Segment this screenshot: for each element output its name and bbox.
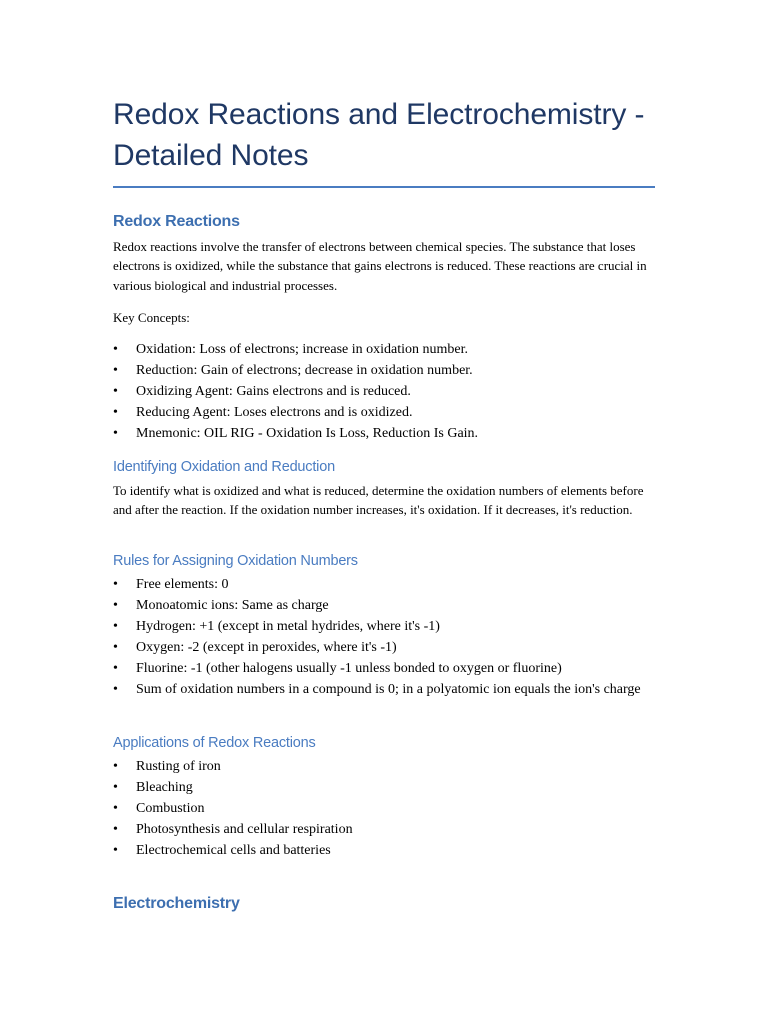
- list-item-text: Reduction: Gain of electrons; decrease in oxidation number.: [136, 363, 473, 378]
- document-title: Redox Reactions and Electrochemistry - Detailed Notes: [113, 98, 645, 172]
- list-item-text: Oxygen: -2 (except in peroxides, where it's -1): [136, 640, 397, 655]
- list-item-text: Monoatomic ions: Same as charge: [136, 598, 329, 613]
- bullet-icon: •: [113, 342, 118, 357]
- bullet-icon: •: [113, 780, 118, 795]
- list-item-text: Hydrogen: +1 (except in metal hydrides, where it's -1): [136, 619, 440, 634]
- identifying-paragraph: To identify what is oxidized and what is reduced, determine the oxidation numbers of elements before and after the reaction. If the oxidation number increases, it's oxidation. If it decreases, it's reduction.: [113, 483, 644, 518]
- bullet-icon: •: [113, 801, 118, 816]
- bullet-icon: •: [113, 384, 118, 399]
- subheading-identifying-oxidation-reduction: Identifying Oxidation and Reduction: [113, 459, 335, 475]
- bullet-icon: •: [113, 619, 118, 634]
- list-item: [113, 679, 655, 700]
- bullet-icon: •: [113, 661, 118, 676]
- bullet-icon: •: [113, 363, 118, 378]
- bullet-icon: •: [113, 640, 118, 655]
- key-concepts-list: [113, 339, 655, 444]
- list-item-text: Electrochemical cells and batteries: [136, 843, 331, 858]
- bullet-icon: •: [113, 577, 118, 592]
- bullet-icon: •: [113, 598, 118, 613]
- bullet-icon: •: [113, 822, 118, 837]
- list-item: [113, 819, 655, 840]
- subheading-applications-redox: Applications of Redox Reactions: [113, 735, 316, 751]
- list-item-text: Fluorine: -1 (other halogens usually -1 unless bonded to oxygen or fluorine): [136, 661, 562, 676]
- list-item-text: Rusting of iron: [136, 759, 221, 774]
- bullet-icon: •: [113, 843, 118, 858]
- redox-intro-paragraph: Redox reactions involve the transfer of electrons between chemical species. The substance that loses electrons is oxidized, while the substance that gains electrons is reduced. These reactions are crucial in various biological and industrial processes.: [113, 239, 647, 293]
- list-item: [113, 402, 655, 423]
- oxidation-rules-list: [113, 574, 655, 700]
- bullet-icon: •: [113, 759, 118, 774]
- subheading-oxidation-number-rules: Rules for Assigning Oxidation Numbers: [113, 553, 358, 569]
- applications-list: [113, 756, 655, 861]
- bullet-icon: •: [113, 682, 118, 697]
- list-item-text: Bleaching: [136, 780, 193, 795]
- list-item: [113, 381, 655, 402]
- list-item: [113, 777, 655, 798]
- list-item: [113, 658, 655, 679]
- bullet-icon: •: [113, 426, 118, 441]
- section-heading-electrochemistry: Electrochemistry: [113, 895, 240, 912]
- list-item-text: Photosynthesis and cellular respiration: [136, 822, 353, 837]
- list-item: [113, 423, 655, 444]
- list-item: [113, 339, 655, 360]
- list-item-text: Free elements: 0: [136, 577, 229, 592]
- section-heading-redox-reactions: Redox Reactions: [113, 213, 240, 230]
- list-item: [113, 574, 655, 595]
- list-item: [113, 637, 655, 658]
- list-item-text: Oxidation: Loss of electrons; increase in oxidation number.: [136, 342, 469, 357]
- list-item: [113, 360, 655, 381]
- list-item: [113, 840, 655, 861]
- list-item: [113, 616, 655, 637]
- list-item: [113, 798, 655, 819]
- list-item-text: Sum of oxidation numbers in a compound is 0; in a polyatomic ion equals the ion's charge: [136, 682, 641, 697]
- document-page: [113, 94, 655, 912]
- list-item: [113, 756, 655, 777]
- list-item-text: Reducing Agent: Loses electrons and is oxidized.: [136, 405, 413, 420]
- list-item-text: Oxidizing Agent: Gains electrons and is reduced.: [136, 384, 411, 399]
- list-item-text: Combustion: [136, 801, 205, 816]
- title-underline: [113, 186, 655, 188]
- list-item-text: Mnemonic: OIL RIG - Oxidation Is Loss, Reduction Is Gain.: [136, 426, 479, 441]
- bullet-icon: •: [113, 405, 118, 420]
- key-concepts-label: Key Concepts:: [113, 310, 190, 325]
- list-item: [113, 595, 655, 616]
